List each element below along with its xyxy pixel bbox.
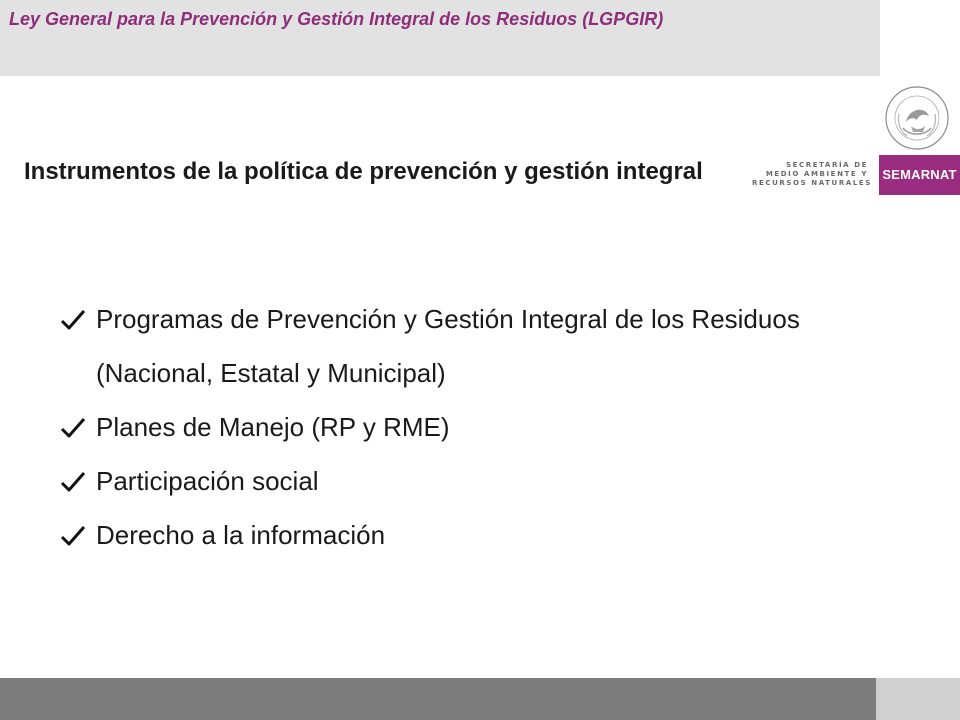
checkmark-icon [60,309,86,331]
bullet-text: Derecho a la información [96,520,386,550]
list-item [60,400,860,454]
checkmark-icon [60,471,86,493]
slide-title: Instrumentos de la política de prevención y gestión integral [24,158,703,185]
bullet-text: Participación social [96,466,319,496]
checkmark-icon [60,525,86,547]
secretaria-logo-text: SECRETARÍA DE MEDIO AMBIENTE Y RECURSOS NATURALES [752,161,872,187]
checkmark-icon [60,417,86,439]
mexico-coat-of-arms-icon [879,84,955,152]
list-item [60,292,860,400]
list-item [60,454,860,508]
bullet-list [60,292,860,562]
bullet-text: Planes de Manejo (RP y RME) [96,412,450,442]
list-item [60,508,860,562]
bullet-text: Programas de Prevención y Gestión Integral de los Residuos (Nacional, Estatal y Municipal) [96,304,800,388]
footer-corner [876,678,960,720]
header-corner [880,0,960,76]
semarnat-logo: SEMARNAT [879,155,960,195]
footer-band [0,678,876,720]
header-title: Ley General para la Prevención y Gestión Integral de los Residuos (LGPGIR) [9,9,664,29]
header-band [0,0,880,76]
